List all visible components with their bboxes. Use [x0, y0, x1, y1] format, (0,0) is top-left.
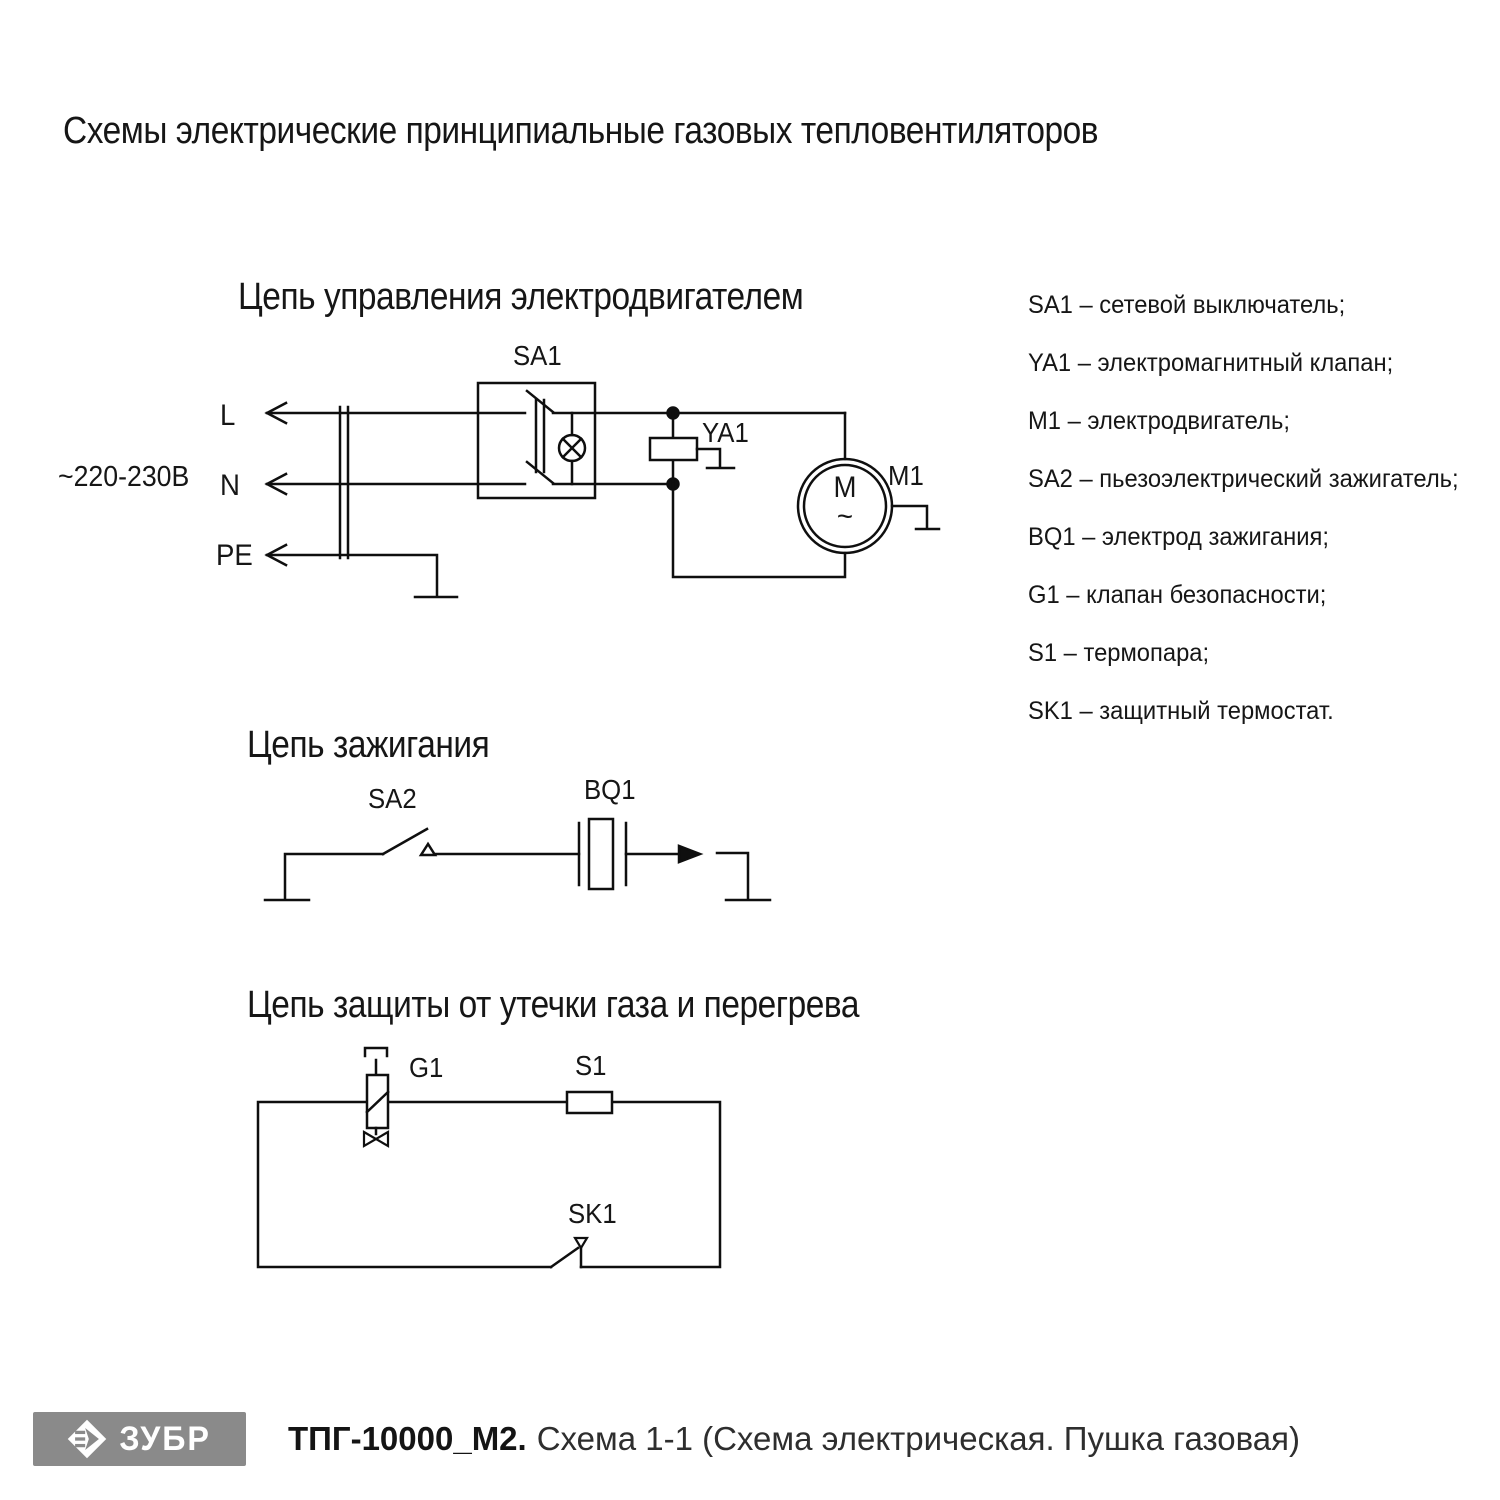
- left-ground-symbol: [265, 854, 383, 900]
- legend-item: BQ1 – электрод зажигания;: [1028, 523, 1329, 551]
- pe-ground-symbol: [267, 555, 457, 597]
- g1-safety-valve-symbol: [364, 1048, 388, 1146]
- motor-ac-sign: ~: [836, 500, 854, 533]
- sa2-label: SA2: [368, 783, 417, 814]
- brand-name: ЗУБР: [119, 1419, 212, 1458]
- terminal-pe-label: PE: [216, 539, 253, 572]
- switch-linkage: [536, 400, 544, 472]
- footer-caption: [288, 1420, 1300, 1458]
- voltage-label: ~220-230В: [58, 461, 190, 493]
- motor-ground-symbol: [892, 506, 939, 529]
- sa1-switch-symbol: [478, 383, 595, 498]
- cable-marker: [340, 407, 348, 558]
- spark-arrow-icon: [679, 846, 700, 862]
- zubr-diamond-icon: [65, 1417, 109, 1461]
- m1-label: M1: [888, 460, 924, 491]
- ignition-circuit-title: Цепь зажигания: [247, 724, 490, 766]
- protection-circuit-title: Цепь защиты от утечки газа и перегрева: [247, 984, 859, 1026]
- motor-circuit-title: Цепь управления электродвигателем: [238, 276, 804, 318]
- legend-item: SA1 – сетевой выключатель;: [1028, 291, 1346, 319]
- model-number: ТПГ-10000_М2.: [288, 1420, 527, 1457]
- sk1-thermostat-symbol: [551, 1238, 587, 1267]
- sa1-label: SA1: [513, 340, 562, 371]
- sa2-pushbutton-symbol: [383, 829, 579, 855]
- right-ground-symbol: [717, 853, 770, 900]
- terminal-l-label: L: [220, 399, 236, 432]
- sk1-label: SK1: [568, 1198, 617, 1229]
- motor-letter: M: [833, 471, 857, 504]
- s1-thermocouple-symbol: [567, 1092, 612, 1113]
- legend-item: SK1 – защитный термостат.: [1028, 697, 1334, 725]
- page-title: Схемы электрические принципиальные газовых тепловентиляторов: [63, 110, 1099, 152]
- legend-item: S1 – термопара;: [1028, 639, 1210, 667]
- ya1-ground-symbol: [697, 449, 734, 468]
- legend-item: YA1 – электромагнитный клапан;: [1028, 349, 1394, 377]
- supply-lines: [267, 403, 845, 597]
- legend-item: M1 – электродвигатель;: [1028, 407, 1290, 435]
- ignition-schematic: [265, 819, 770, 900]
- legend: [1028, 292, 1481, 756]
- s1-label: S1: [575, 1050, 607, 1081]
- ya1-label: YA1: [702, 417, 749, 448]
- bq1-label: BQ1: [584, 774, 636, 805]
- brand-logo: [33, 1412, 246, 1466]
- terminal-n-label: N: [220, 469, 240, 502]
- g1-label: G1: [409, 1052, 444, 1083]
- legend-item: SA2 – пьезоэлектрический зажигатель;: [1028, 465, 1459, 493]
- protection-loop: [258, 1102, 720, 1267]
- legend-item: G1 – клапан безопасности;: [1028, 581, 1327, 609]
- schema-caption: Схема 1-1 (Схема электрическая. Пушка газовая): [536, 1420, 1300, 1457]
- protection-schematic: [258, 1048, 720, 1267]
- bq1-piezo-symbol: [579, 819, 626, 889]
